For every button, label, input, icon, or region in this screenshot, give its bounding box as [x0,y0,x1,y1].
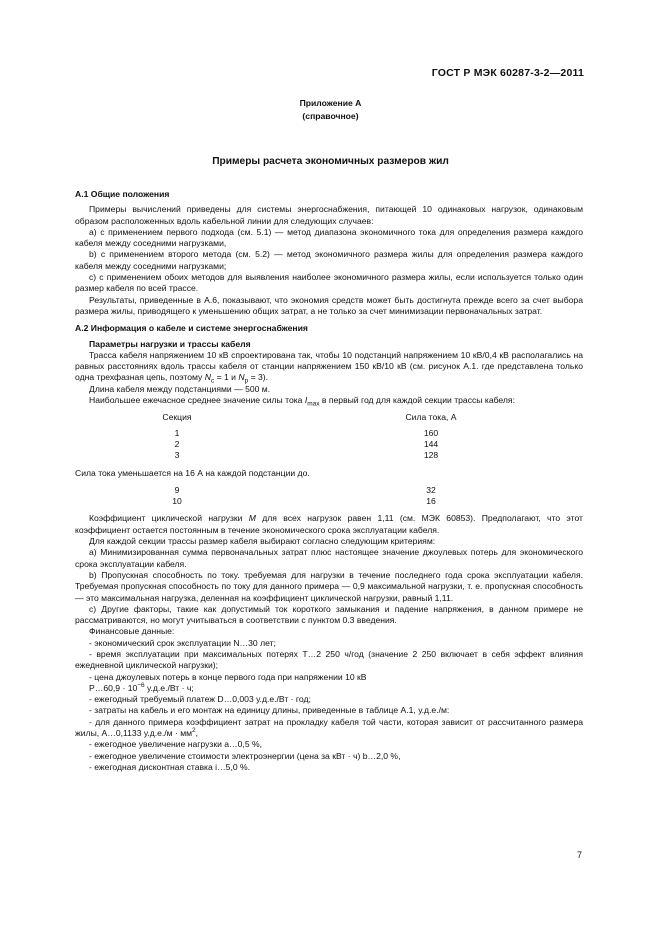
a2-paragraph-6: Для каждой секции трассы размер кабеля выбирают согласно следующим критериям: [89,536,436,547]
annex-subtitle: (справочное) [302,111,359,121]
a1-item-c: с) с применением обоих методов для выявления наиболее экономичного размера жилы, если используется только один размер кабеля по всей трассе. [75,272,583,294]
financial-item: - цена джоулевых потерь в конце первого года при напряжении 10 кВ [89,671,367,682]
document-body [75,189,583,773]
a1-item-a: а) с применением первого подхода (см. 5.1) — метод диапазона экономичного тока для определения размера каждого кабеля между соседними нагрузками, [75,226,583,249]
column-header-section: Секция [162,412,192,423]
table-row [75,439,583,450]
table-row [75,485,583,496]
a2-criterion-c: с) Другие факторы, такие как допустимый ток короткого замыкания и падение напряжения, в данном примере не рассматриваются, но могут учитываться в соответствии с пунктом 0.3 введения. [75,603,583,626]
table-cell: 10 [172,496,182,507]
table-row [75,496,583,507]
a1-paragraph-1: Примеры вычислений приведены для системы энергоснабжения, питающей 10 одинаковых нагрузок, одинаковым образом расположенных вдоль кабельной линии для следующих случаев: [75,204,583,226]
table-row [75,450,583,461]
a1-item-b: b) с применением второго метода (см. 5.2) — метод экономичного размера жилы для определения размера каждого кабеля между соседними нагрузками; [75,249,583,271]
financial-item: - ежегодная дисконтная ставка i…5,0 %. [89,761,251,772]
annex-heading [0,97,661,123]
a1-paragraph-2: Результаты, приведенные в А.6, показывают, что экономия средств может быть достигнута прежде всего за счет выбора размера жилы, приводящего к уменьшению общих затрат, а не только за счет минимизации первоначальных затрат. [75,294,583,316]
standard-id-header: ГОСТ Р МЭК 60287-3-2—2011 [431,67,584,79]
current-table-header [75,412,583,423]
a2-subheading: Параметры нагрузки и трассы кабеля [89,338,251,349]
financial-data-label: Финансовые данные: [89,626,175,637]
table-cell: 32 [426,484,436,495]
a2-paragraph-1: Трасса кабеля напряжением 10 кВ спроектирована так, чтобы 10 подстанций напряжением 10 кВ/0,4 кВ располагались на равных расстояниях вдоль трассы кабеля от станции напряжением 150 кВ/10 кВ (см. рисунок А.1. где представлена только одна трехфазная цепь, поэтому $N_c = 1$ и $N_p = 3$). [75,349,583,386]
a2-paragraph-5: Коэффициент циклической нагрузки М для всех нагрузок равен 1,11 (см. МЭК 60853). Предполагают, что этот коэффициент остается постоянным в течение экономического срока эксплуатации кабеля. [75,513,583,535]
table-cell: 160 [423,427,439,438]
section-a1-heading: А.1 Общие положения [75,189,170,199]
table-cell: 2 [174,438,180,449]
a2-paragraph-2: Длина кабеля между подстанциями — 500 м. [89,383,271,394]
table-cell: 9 [174,484,180,495]
financial-item: - экономический срок эксплуатации N…30 лет; [89,637,276,648]
main-title: Примеры расчета экономичных размеров жил [212,156,449,167]
table-cell: 144 [423,438,439,449]
table-cell: 3 [174,450,180,461]
financial-item: - ежегодное увеличение стоимости электроэнергии (цена за кВт · ч) b…2,0 %, [89,750,401,761]
a2-paragraph-4: Сила тока уменьшается на 16 А на каждой подстанции до. [75,467,310,478]
table-cell: 16 [426,496,436,507]
financial-item: - ежегодный требуемый платеж D…0,003 у.д.е./Вт · год; [89,694,311,705]
a2-criterion-a: а) Минимизированная сумма первоначальных затрат плюс настоящее значение джоулевых потерь для экономического срока эксплуатации кабеля. [75,547,583,569]
a2-paragraph-3: Наибольшее ежечасное среднее значение силы тока $I_{max}$ в первый год для каждой секции трассы кабеля: [89,395,515,408]
page-number: 7 [577,850,583,860]
financial-item: P…60,9 · $10^{-6}$ у.д.е./Вт · ч; [89,682,194,693]
financial-item: - ежегодное увеличение нагрузки a…0,5 %, [89,739,263,750]
table-cell: 1 [174,427,180,438]
financial-item: - время эксплуатации при максимальных потерях T…2 250 ч/год (значение 2 250 включает в себя эффект влияния ежедневной циклической нагрузки); [75,648,583,671]
section-a2-heading: А.2 Информация о кабеле и системе энергоснабжения [75,323,308,334]
table-row [75,428,583,439]
column-header-current: Сила тока, А [405,412,457,423]
a2-criterion-b: b) Пропускная способность по току. требуемая для нагрузки в течение последнего года срока эксплуатации кабеля. Требуемая пропускная способность по току для данного примера — 0,9 максимальной нагрузки, т. е. пропускная способность — это максимальная нагрузка, деленная на коэффициент циклической нагрузки, равный 1,11. [75,569,583,603]
financial-item: - для данного примера коэффициент затрат на прокладку кабеля той части, которая зависит от рассчитанного размера жилы, А…0,1133 $у.д.е./м \cdot мм^2$, [75,716,583,739]
annex-title: Приложение А [299,98,362,108]
financial-item: - затраты на кабель и его монтаж на единицу длины, приведенные в таблице А.1, у.д.е./м: [89,705,450,716]
table-cell: 128 [423,450,439,461]
